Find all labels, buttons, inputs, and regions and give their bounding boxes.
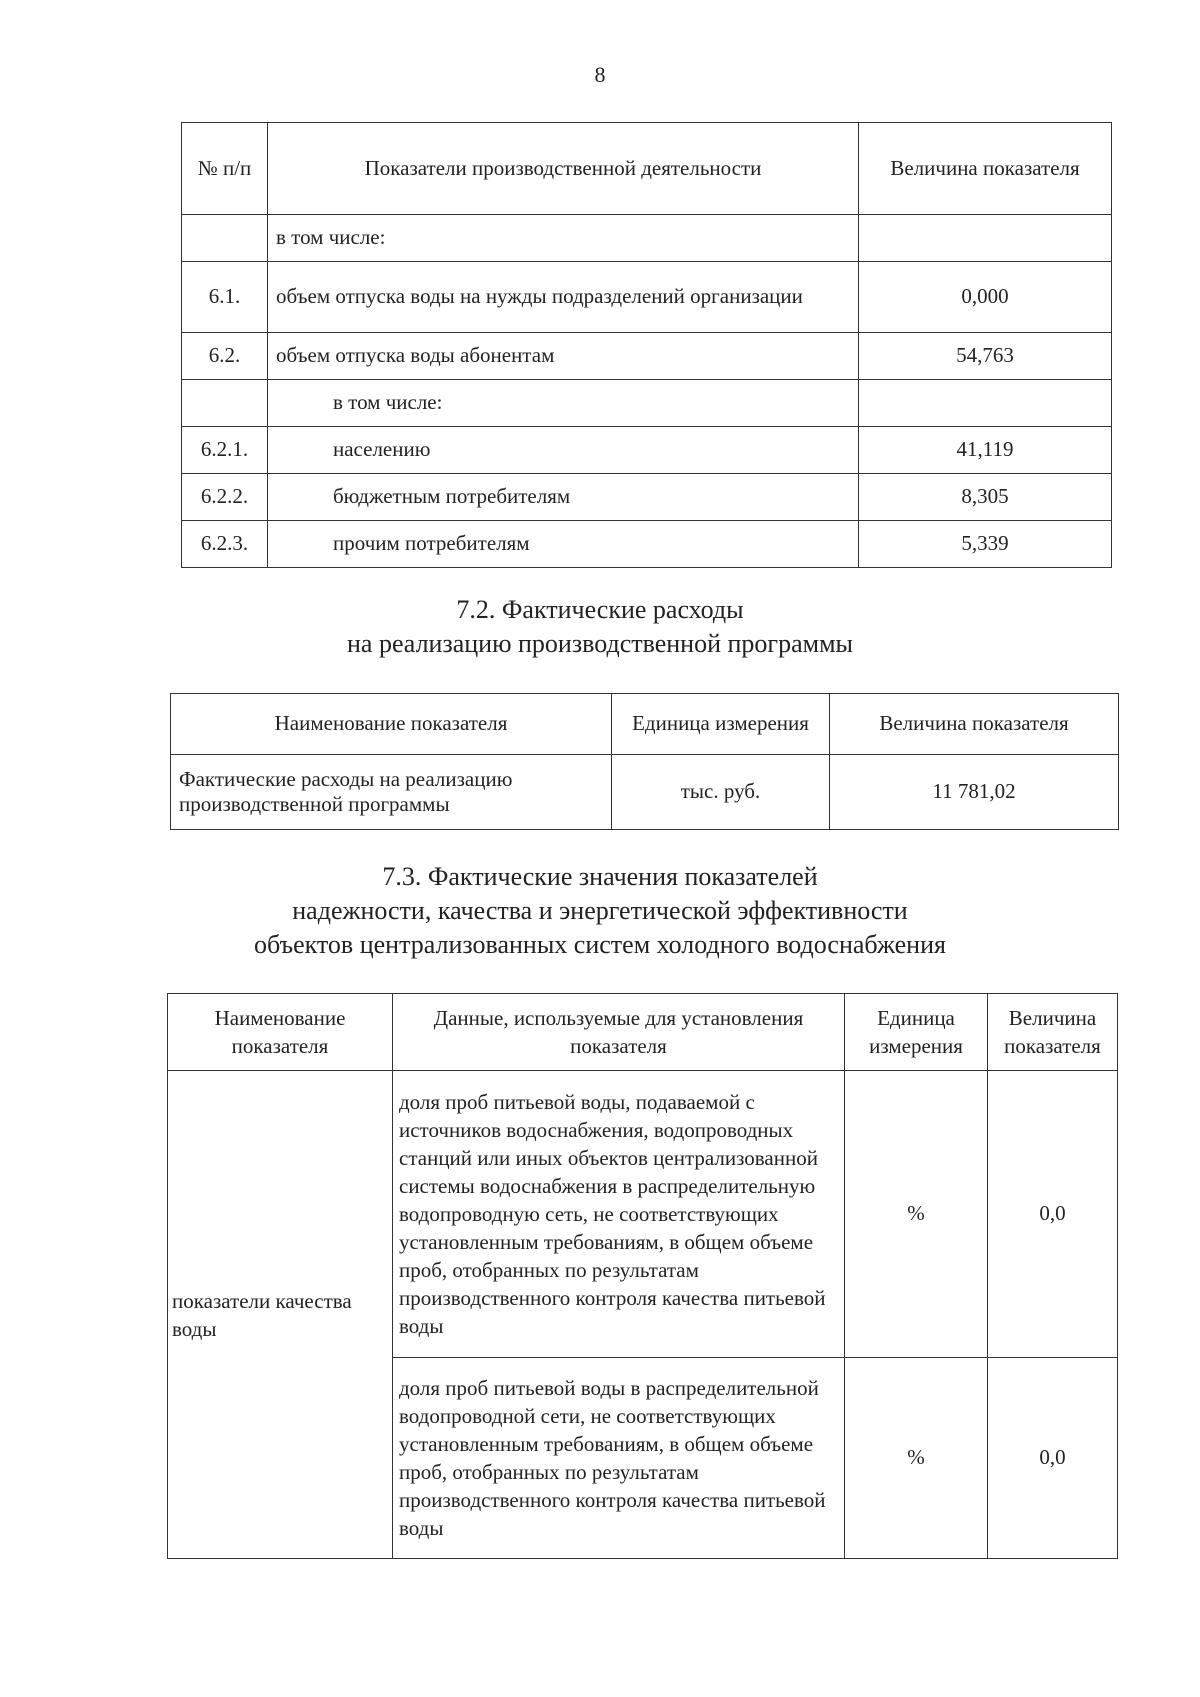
row-data-description: доля проб питьевой воды, подаваемой с источников водоснабжения, водопроводных станций или иных объектов централизованной системы водоснабжения в распределительную водопроводную сеть, не соответствующих установленным требованиям, в общем объеме проб, отобранных по результатам производственного контроля качества питьевой воды xyxy=(393,1071,845,1358)
row-unit: % xyxy=(845,1071,988,1358)
row-number: 6.2.1. xyxy=(182,427,268,474)
indicator-group-label: показатели качества воды xyxy=(168,1071,393,1559)
row-value: 0,0 xyxy=(988,1071,1118,1358)
production-indicators-table xyxy=(181,122,1112,568)
quality-indicators-table xyxy=(167,993,1118,1559)
section-title-line: на реализацию производственной программы xyxy=(346,629,853,658)
row-label: объем отпуска воды абонентам xyxy=(268,333,859,380)
row-value: 11 781,02 xyxy=(830,755,1119,830)
table-row xyxy=(171,755,1119,830)
page-number: 8 xyxy=(594,62,606,87)
table-row xyxy=(168,1071,1118,1358)
header-cell: № п/п xyxy=(182,123,268,215)
header-cell: Единица измерения xyxy=(612,694,830,755)
table-row xyxy=(182,262,1112,333)
actual-expenses-table xyxy=(170,693,1119,830)
row-value: 0,000 xyxy=(859,262,1112,333)
header-cell: Единица измерения xyxy=(845,994,988,1071)
table-row xyxy=(182,380,1112,427)
row-unit: % xyxy=(845,1358,988,1559)
row-value: 5,339 xyxy=(859,521,1112,568)
header-cell: Наименование показателя xyxy=(168,994,393,1071)
section-title-line: надежности, качества и энергетической эффективности xyxy=(292,896,908,925)
section-title-line: объектов централизованных систем холодного водоснабжения xyxy=(254,930,946,959)
header-cell: Величина показателя xyxy=(830,694,1119,755)
row-data-description: доля проб питьевой воды в распределительной водопроводной сети, не соответствующих установленным требованиям, в общем объеме проб, отобранных по результатам производственного контроля качества питьевой воды xyxy=(393,1358,845,1559)
section-title-line: 7.2. Фактические расходы xyxy=(456,595,744,624)
row-label: прочим потребителям xyxy=(268,521,859,568)
row-number: 6.2.3. xyxy=(182,521,268,568)
section-title-line: 7.3. Фактические значения показателей xyxy=(382,862,818,891)
row-value: 54,763 xyxy=(859,333,1112,380)
row-number: 6.2. xyxy=(182,333,268,380)
header-cell: Величина показателя xyxy=(859,123,1112,215)
row-label: бюджетным потребителям xyxy=(268,474,859,521)
row-label: населению xyxy=(268,427,859,474)
table-row xyxy=(182,333,1112,380)
header-cell: Наименование показателя xyxy=(171,694,612,755)
table-row xyxy=(182,521,1112,568)
row-value: 0,0 xyxy=(988,1358,1118,1559)
section-7-2-heading xyxy=(0,593,1200,661)
row-number xyxy=(182,380,268,427)
row-value: 41,119 xyxy=(859,427,1112,474)
table-row xyxy=(182,474,1112,521)
table-row xyxy=(182,427,1112,474)
row-unit: тыс. руб. xyxy=(612,755,830,830)
table-row xyxy=(182,215,1112,262)
row-value: 8,305 xyxy=(859,474,1112,521)
table-header-row xyxy=(182,123,1112,215)
row-label: в том числе: xyxy=(268,380,859,427)
row-number xyxy=(182,215,268,262)
section-7-3-heading xyxy=(0,860,1200,962)
row-value xyxy=(859,215,1112,262)
header-cell: Данные, используемые для установления показателя xyxy=(393,994,845,1071)
header-cell: Показатели производственной деятельности xyxy=(268,123,859,215)
row-number: 6.2.2. xyxy=(182,474,268,521)
table-header-row xyxy=(168,994,1118,1071)
table-header-row xyxy=(171,694,1119,755)
row-label: объем отпуска воды на нужды подразделений организации xyxy=(268,262,859,333)
row-label: в том числе: xyxy=(268,215,859,262)
row-number: 6.1. xyxy=(182,262,268,333)
row-label: Фактические расходы на реализацию производственной программы xyxy=(171,755,612,830)
row-value xyxy=(859,380,1112,427)
header-cell: Величина показателя xyxy=(988,994,1118,1071)
